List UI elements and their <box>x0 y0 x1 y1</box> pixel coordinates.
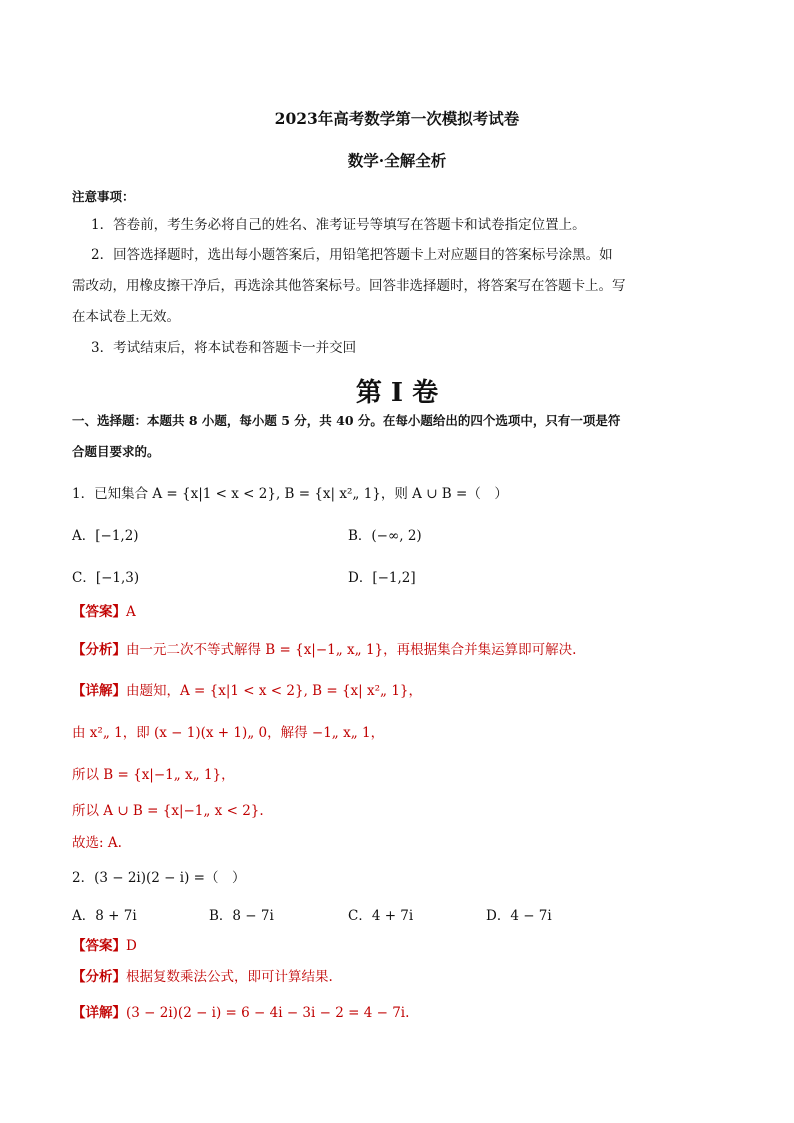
q1-option-b: B．(−∞, 2) <box>348 528 422 544</box>
detail-tag: 【详解】 <box>72 683 126 699</box>
q2-option-a: A．8 + 7i <box>72 908 137 924</box>
q2-option-c: C．4 + 7i <box>348 908 414 924</box>
exam-title: 2023年高考数学第一次模拟考试卷 <box>274 109 520 128</box>
analysis-text: 由一元二次不等式解得 B = {x|−1„ x„ 1}，再根据集合并集运算即可解决. <box>126 642 577 658</box>
q2-option-d: D．4 − 7i <box>486 908 552 924</box>
section-heading-line-1: 一、选择题：本题共 8 小题，每小题 5 分，共 40 分。在每小题给出的四个选项中，只有一项是符 <box>72 413 621 428</box>
analysis-text: 根据复数乘法公式，即可计算结果. <box>126 969 333 985</box>
detail-text: (3 − 2i)(2 − i) = 6 − 4i − 3i − 2 = 4 − 7i. <box>126 1005 410 1021</box>
q1-analysis-line <box>72 638 576 658</box>
volume-title: 第 I 卷 <box>355 378 439 408</box>
q1-choose: 故选: A. <box>72 835 122 851</box>
notice-item-2-line-3: 在本试卷上无效。 <box>72 309 180 325</box>
analysis-tag: 【分析】 <box>72 642 126 658</box>
q1-detail-line-3: 所以 B = {x|−1„ x„ 1}， <box>72 767 235 783</box>
notice-item-1: 1．答卷前，考生务必将自己的姓名、准考证号等填写在答题卡和试卷指定位置上。 <box>91 217 586 233</box>
answer-value: D <box>126 938 137 954</box>
answer-tag: 【答案】 <box>72 604 126 620</box>
q1-option-d: D．[−1,2] <box>348 570 416 586</box>
q2-option-b: B．8 − 7i <box>209 908 274 924</box>
q1-stem: 1．已知集合 A = {x|1 < x < 2}, B = {x| x²„ 1}，则 A ∪ B =（ ） <box>72 486 508 502</box>
answer-tag: 【答案】 <box>72 938 126 954</box>
q1-detail-line-1 <box>72 679 422 699</box>
exam-subtitle: 数学·全解全析 <box>347 151 447 170</box>
section-heading-line-2: 合题目要求的。 <box>72 444 160 459</box>
detail-text: 由题知，A = {x|1 < x < 2}, B = {x| x²„ 1}， <box>126 683 422 699</box>
notice-heading: 注意事项： <box>72 189 135 204</box>
notice-item-2-line-2: 需改动，用橡皮擦干净后，再选涂其他答案标号。回答非选择题时，将答案写在答题卡上。写 <box>72 278 626 294</box>
q2-stem: 2．(3 − 2i)(2 − i) =（ ） <box>72 870 246 886</box>
q2-answer-line <box>72 934 137 954</box>
q2-detail-line-1 <box>72 1001 409 1021</box>
notice-item-3: 3．考试结束后，将本试卷和答题卡一并交回 <box>91 340 357 356</box>
q1-option-c: C．[−1,3) <box>72 570 140 586</box>
q1-detail-line-4: 所以 A ∪ B = {x|−1„ x < 2}. <box>72 803 264 819</box>
q1-detail-line-2: 由 x²„ 1，即 (x − 1)(x + 1)„ 0，解得 −1„ x„ 1， <box>72 725 385 741</box>
analysis-tag: 【分析】 <box>72 969 126 985</box>
q1-option-a: A．[−1,2) <box>72 528 139 544</box>
q2-analysis-line <box>72 965 333 985</box>
q1-answer-line <box>72 600 136 620</box>
detail-tag: 【详解】 <box>72 1005 126 1021</box>
answer-value: A <box>126 604 136 620</box>
notice-item-2-line-1: 2．回答选择题时，选出每小题答案后，用铅笔把答题卡上对应题目的答案标号涂黑。如 <box>91 247 613 263</box>
